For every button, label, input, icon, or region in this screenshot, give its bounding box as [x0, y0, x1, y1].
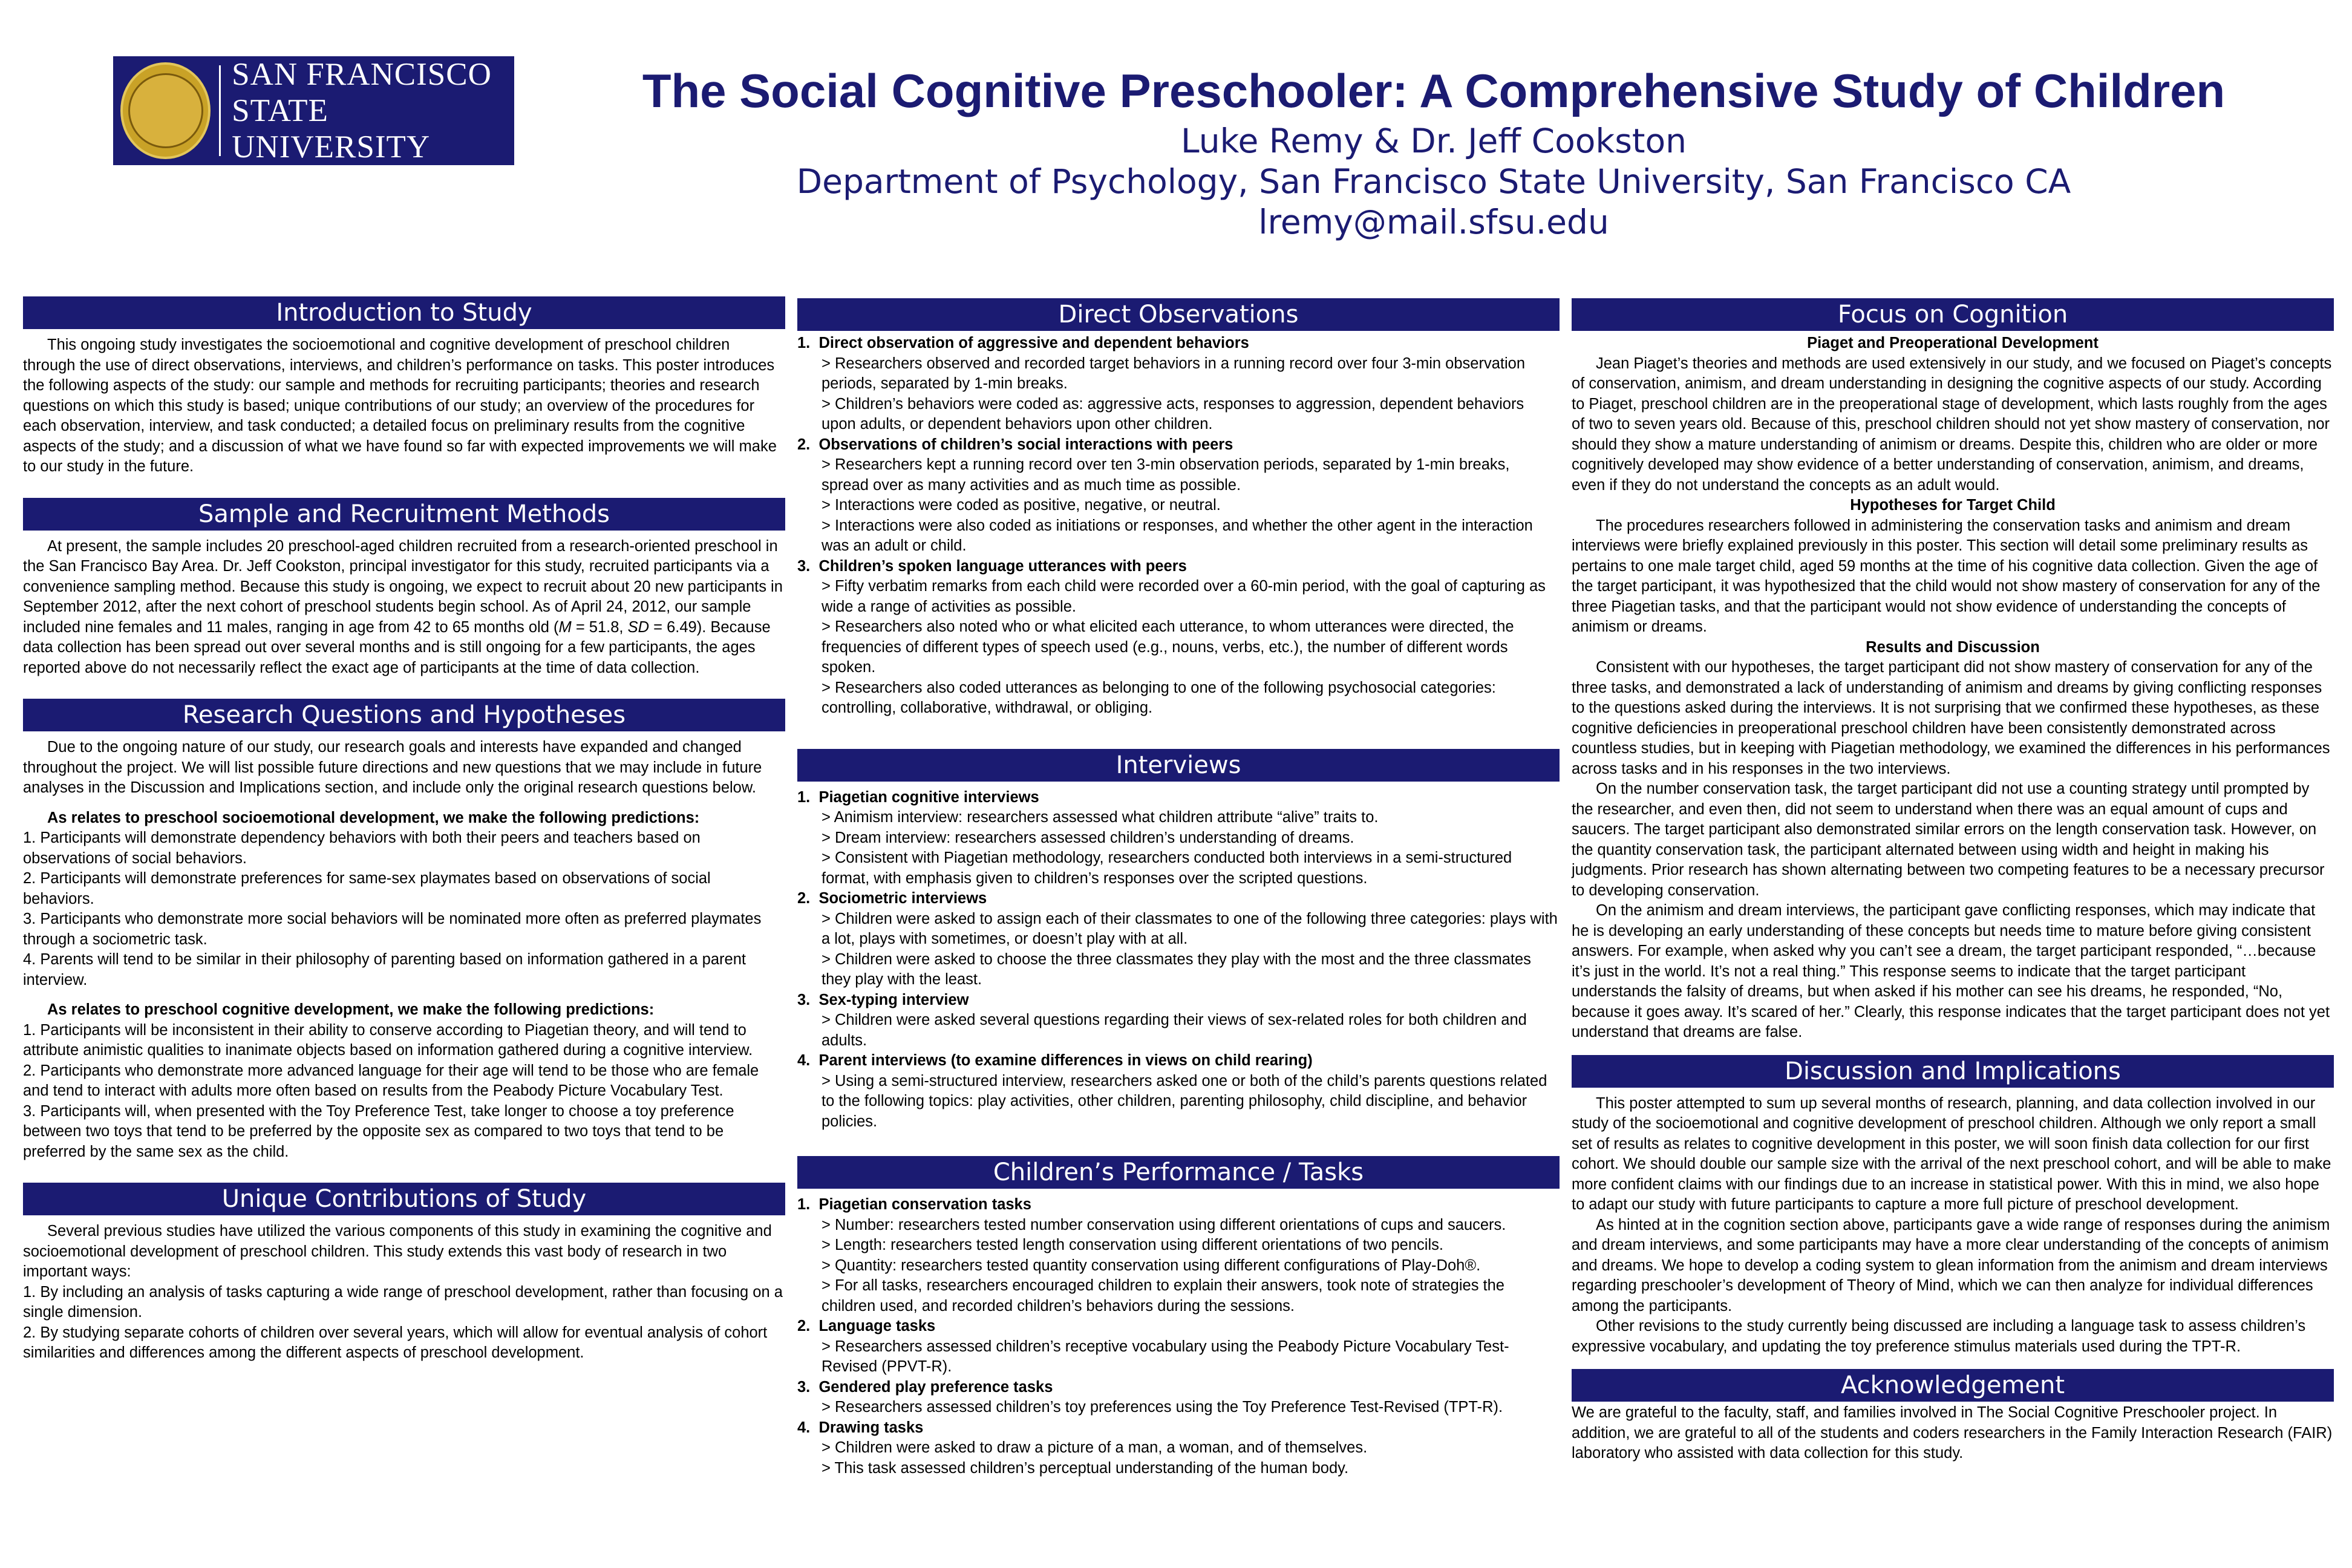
list-item: > Researchers assessed children’s receptive vocabulary using the Peabody Picture Vocabulary Test-Revised (PPVT-R).	[822, 1338, 1509, 1375]
university-seal-icon	[120, 62, 211, 159]
poster-authors: Luke Remy & Dr. Jeff Cookston	[1181, 122, 1687, 160]
poster-header	[532, 60, 2335, 243]
direct-heading: Direct Observations	[797, 298, 1560, 331]
list-item: 4. Parents will tend to be similar in their philosophy of parenting based on information gathered in a parent interview.	[23, 951, 746, 988]
list-item: > Researchers kept a running record over ten 3-min observation periods, separated by 1-min breaks, spread over as many activities and as much time as possible.	[822, 456, 1510, 494]
list-item: 2. Participants will demonstrate preferences for same-sex playmates based on observations of social behaviors.	[23, 870, 711, 907]
discussion-paragraph: This poster attempted to sum up several months of research, planning, and data collection involved in our study of the socioemotional and cognitive development of preschool children. Although we only report a small set of results as relates to cognitive development in this poster, we will soon finish data collection for our first cohort. We should double our sample size with the arrival of the next preschool cohort, and will be able to make more confident claims with our findings due to an increase in statistical power. With this in mind, we also hope to adapt our study with future participants to capture a more full picture of preschool development.	[1572, 1094, 2331, 1213]
poster-email: lremy@mail.sfsu.edu	[1258, 203, 1609, 241]
research-intro: Due to the ongoing nature of our study, our research goals and interests have expanded and changed throughout the project. We will list possible future directions and new questions that we may include in future analyses in the Discussion and Implications section, and include only the original research questions below.	[23, 739, 762, 796]
list-item: > Children were asked to choose the three classmates they play with the most and the three classmates they play with the least.	[822, 950, 1531, 988]
list-item: 1. Direct observation of aggressive and dependent behaviors	[797, 335, 1249, 351]
list-item: 1. Piagetian cognitive interviews	[797, 788, 1039, 806]
logo-text	[232, 56, 514, 165]
list-item: 1. Participants will demonstrate dependency behaviors with both their peers and teachers based on observations of social behaviors.	[23, 829, 701, 867]
list-item: > Researchers also coded utterances as belonging to one of the following psychosocial categories: controlling, collaborative, withdrawal, or obliging.	[822, 679, 1496, 716]
unique-section	[23, 1221, 785, 1364]
list-item: 1. By including an analysis of tasks capturing a wide range of preschool development, rather than focusing on a single dimension.	[23, 1283, 783, 1321]
interviews-heading: Interviews	[797, 749, 1560, 782]
list-item: 3. Sex-typing interview	[797, 991, 969, 1008]
list-item: 2. By studying separate cohorts of children over several years, which will allow for eventual analysis of cohort similarities and differences among the different aspects of preschool development.	[23, 1324, 768, 1361]
research-heading: Research Questions and Hypotheses	[23, 699, 785, 731]
ack-text: We are grateful to the faculty, staff, and families involved in The Social Cognitive Preschooler project. In addition, we are grateful to all of the students and coders researchers in the Family Interaction Research (FAIR) laboratory who assisted with data collection for this study.	[1572, 1404, 2333, 1462]
cognition-section	[1572, 333, 2334, 1043]
sample-text: At present, the sample includes 20 preschool-aged children recruited from a research-oriented preschool in the San Francisco Bay Area. Dr. Jeff Cookston, principal investigator for this study, recruited participants via a convenience sampling method. Because this study is ongoing, we expect to recruit about 20 new participants in September 2012, after the next cohort of preschool students begin school. As of April 24, 2012, our sample included nine females and 11 males, ranging in age from 42 to 65 months old (M = 51.8, SD = 6.49). Because data collection has been spread out over several months and is still ongoing for a few participants, the ages reported above do not necessarily reflect the exact age of participants at the time of data collection.	[23, 537, 783, 676]
list-item: > Using a semi-structured interview, researchers asked one or both of the child’s parents questions related to the following topics: play activities, other children, parenting philosophy, child discipline, and behavior policies.	[822, 1072, 1547, 1130]
sample-heading: Sample and Recruitment Methods	[23, 498, 785, 531]
ack-section	[1572, 1403, 2334, 1464]
column-right	[1572, 298, 2334, 1464]
list-item: 3. Participants will, when presented with the Toy Preference Test, take longer to choose a toy preference between two toys that tend to be preferred by the opposite sex as compared to two toys that tend to be preferred by the same sex as the child.	[23, 1102, 734, 1160]
results-paragraph: On the number conservation task, the target participant did not use a counting strategy until prompted by the researcher, and even then, did not seem to understand when there was an equal amount of cups and saucers. The target participant also demonstrated similar errors on the length conservation task. However, on the quantity conservation task, the participant alternated between using width and height in making his judgments. Prior research has shown alternating between two competing features to be a necessary precursor to developing conservation.	[1572, 780, 2325, 899]
cognition-heading: Focus on Cognition	[1572, 298, 2334, 331]
discussion-paragraph: Other revisions to the study currently being discussed are including a language task to assess children’s expressive vocabulary, and updating the toy preference stimulus materials used during the TPT-R.	[1572, 1318, 2306, 1355]
performance-section	[797, 1195, 1560, 1478]
unique-intro: Several previous studies have utilized the various components of this study in examining the cognitive and socioemotional development of preschool children. This study extends this vast body of research in two important ways:	[23, 1223, 772, 1280]
results-subheading: Results and Discussion	[1866, 638, 2040, 656]
list-item: 2. Language tasks	[797, 1318, 936, 1334]
list-item: 2. Observations of children’s social interactions with peers	[797, 436, 1233, 453]
list-item: > Children were asked to assign each of their classmates to one of the following three categories: plays with a lot, plays with sometimes, or doesn’t play with at all.	[822, 910, 1558, 947]
discussion-paragraph: As hinted at in the cognition section above, participants gave a wide range of responses during the animism and dream interviews, and some participants may have a more clear understanding of the concepts of animism and dreams. We hope to develop a coding system to glean information from the animism and dream interviews regarding preschooler’s development of Theory of Mind, which we can then analyze for individual differences among the participants.	[1572, 1216, 2330, 1315]
logo-divider	[219, 65, 221, 156]
list-item: > Interactions were also coded as initiations or responses, and whether the other agent in the interaction was an adult or child.	[822, 517, 1533, 554]
list-item: 2. Participants who demonstrate more advanced language for their age will tend to be those who are female and tend to interact with adults more often based on results from the Peabody Picture Vocabulary Test.	[23, 1062, 759, 1099]
column-left	[23, 296, 785, 1364]
ack-heading: Acknowledgement	[1572, 1369, 2334, 1402]
results-paragraph: Consistent with our hypotheses, the target participant did not show mastery of conservation for any of the three tasks, and demonstrated a lack of understanding of animism and dreams by giving conflicting responses to the questions asked during the interviews. It is not surprising that we confirmed these hypotheses, as these cognitive deficiencies in preoperational preschool children have been consistently demonstrated across countless studies, but in keeping with Piagetian methodology, we examined the differences in his performances across tasks and in his responses in the two interviews.	[1572, 659, 2330, 777]
university-logo	[113, 56, 514, 165]
list-item: > Children were asked to draw a picture of a man, a woman, and of themselves.	[822, 1439, 1368, 1456]
list-item: > Number: researchers tested number conservation using different orientations of cups and saucers.	[822, 1216, 1506, 1233]
list-item: > Children’s behaviors were coded as: aggressive acts, responses to aggression, dependent behaviors upon adults, or dependent behaviors upon other children.	[822, 395, 1524, 433]
intro-text: This ongoing study investigates the socioemotional and cognitive development of preschool children through the use of direct observations, interviews, and children’s performance on tasks. This poster introduces the following aspects of the study: our sample and methods for recruiting participants; theories and research questions on which this study is based; unique contributions of our study; an overview of the procedures for each observation, interview, and task conducted; a detailed focus on preliminary results from the cognitive aspects of the study; and a discussion of what we have found so far with expected improvements we will make to our study in the future.	[23, 336, 777, 475]
poster-department: Department of Psychology, San Francisco State University, San Francisco CA	[796, 162, 2071, 201]
list-item: 4. Parent interviews (to examine differences in views on child rearing)	[797, 1052, 1313, 1069]
hypotheses-subheading: Hypotheses for Target Child	[1850, 497, 2056, 514]
interviews-section	[797, 788, 1560, 1132]
piaget-text: Jean Piaget’s theories and methods are used extensively in our study, and we focused on Piaget’s concepts of conservation, animism, and dream understanding in designing the cognitive aspects of our study. According to Piaget, preschool children are in the preoperational stage of development, which lasts roughly from the ages of two to seven years old. Because of this, preschool children should not yet show mastery of conservation, nor should they show a mature understanding of animism or dreams. Despite this, children who are older or more cognitively developed may show evidence of a better understanding of conservation, animism, and dreams, even if they do not understand the concepts as an adult would.	[1572, 354, 2332, 494]
list-item: > Consistent with Piagetian methodology, researchers conducted both interviews in a semi-structured format, with emphasis given to children’s responses over the scripted questions.	[822, 849, 1512, 887]
logo-line-1: SAN FRANCISCO	[232, 57, 492, 92]
list-item: > Length: researchers tested length conservation using different orientations of two pencils.	[822, 1236, 1443, 1253]
unique-heading: Unique Contributions of Study	[23, 1183, 785, 1215]
list-item: 3. Participants who demonstrate more social behaviors will be nominated more often as preferred playmates through a sociometric task.	[23, 910, 762, 948]
cog-predictions-heading: As relates to preschool cognitive development, we make the following predictions:	[47, 1001, 655, 1018]
list-item: > Animism interview: researchers assessed what children attribute “alive” traits to.	[822, 809, 1379, 826]
list-item: 4. Drawing tasks	[797, 1419, 924, 1436]
direct-section	[797, 333, 1560, 719]
list-item: > Researchers also noted who or what elicited each utterance, to whom utterances were directed, the frequencies of different types of speech used (e.g., nouns, verbs, etc.), the number of different words spoken.	[822, 618, 1514, 676]
list-item: > Researchers observed and recorded target behaviors in a running record over four 3-min observation periods, separated by 1-min breaks.	[822, 354, 1526, 392]
list-item: 3. Children’s spoken language utterances with peers	[797, 557, 1187, 575]
list-item: > Dream interview: researchers assessed children’s understanding of dreams.	[822, 829, 1354, 846]
discussion-heading: Discussion and Implications	[1572, 1055, 2334, 1088]
list-item: 3. Gendered play preference tasks	[797, 1378, 1053, 1396]
list-item: > This task assessed children’s perceptual understanding of the human body.	[822, 1459, 1349, 1477]
logo-line-2: STATE UNIVERSITY	[232, 93, 431, 165]
column-middle	[797, 298, 1560, 1478]
discussion-section	[1572, 1094, 2334, 1357]
intro-section	[23, 335, 785, 477]
piaget-subheading: Piaget and Preoperational Development	[1807, 335, 2099, 351]
results-paragraph: On the animism and dream interviews, the participant gave conflicting responses, which may indicate that he is developing an early understanding of these concepts but needs time to mature before giving consistent answers. For example, when asked why you can’t see a dream, the target participant responded, “…because it’s just in the world. It’s not a real thing.” This response seems to indicate that the target participant understands the falsity of dreams, but when asked if his mother can see his dreams, he responded, “No, because it goes away. It’s scared of her.” Clearly, this response indicates that the target participant does not yet understand that dreams are false.	[1572, 902, 2330, 1040]
list-item: 2. Sociometric interviews	[797, 890, 987, 907]
intro-heading: Introduction to Study	[23, 296, 785, 329]
poster-title: The Social Cognitive Preschooler: A Comprehensive Study of Children	[642, 64, 2226, 117]
list-item: > Researchers assessed children’s toy preferences using the Toy Preference Test-Revised (TPT-R).	[822, 1399, 1503, 1416]
list-item: 1. Piagetian conservation tasks	[797, 1196, 1031, 1213]
hypotheses-text: The procedures researchers followed in administering the conservation tasks and animism and dream interviews were briefly explained previously in this poster. This section will detail some preliminary results as pertains to one male target child, aged 59 months at the time of his cognitive data collection. Given the age of the target participant, it was hypothesized that the child would not show mastery of conservation for any of the three Piagetian tasks, and that the participant would not show evidence of understanding the concepts of animism or dreams.	[1572, 517, 2321, 635]
list-item: 1. Participants will be inconsistent in their ability to conserve according to Piagetian theory, and will tend to attribute animistic qualities to inanimate objects based on information gathered during a cognitive interview.	[23, 1021, 753, 1059]
socio-predictions-heading: As relates to preschool socioemotional development, we make the following predictions:	[47, 809, 700, 826]
performance-heading: Children’s Performance / Tasks	[797, 1156, 1560, 1189]
list-item: > Quantity: researchers tested quantity conservation using different configurations of Play-Doh®.	[822, 1256, 1481, 1274]
research-section	[23, 737, 785, 1162]
list-item: > Children were asked several questions regarding their views of sex-related roles for both children and adults.	[822, 1011, 1527, 1049]
sample-section	[23, 537, 785, 679]
list-item: > For all tasks, researchers encouraged children to explain their answers, took note of strategies the children used, and recorded children’s behaviors during the sessions.	[822, 1277, 1504, 1315]
list-item: > Interactions were coded as positive, negative, or neutral.	[822, 497, 1221, 514]
list-item: > Fifty verbatim remarks from each child were recorded over a 60-min period, with the goal of capturing as wide a range of activities as possible.	[822, 578, 1546, 615]
